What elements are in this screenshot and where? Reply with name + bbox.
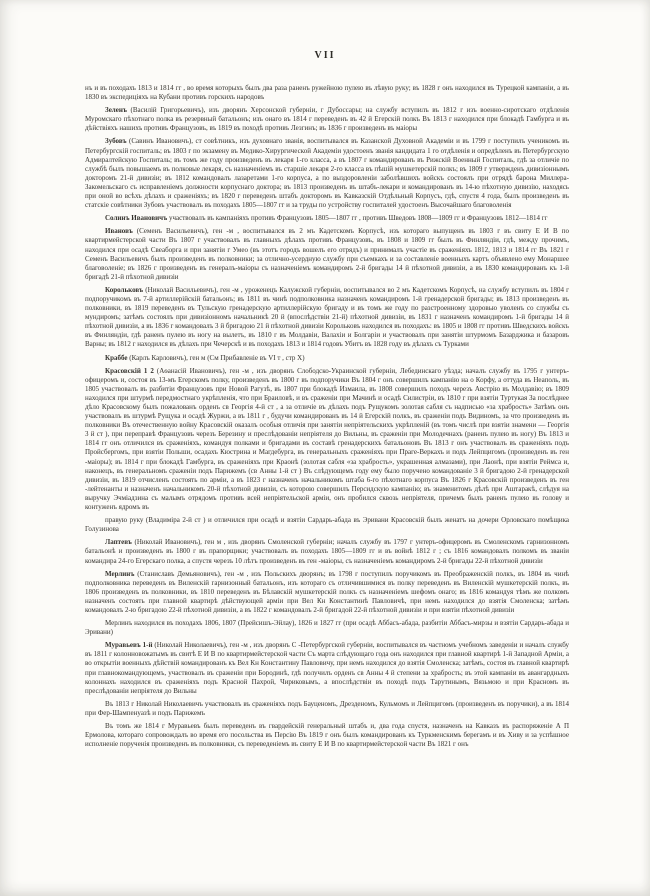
entry-name: Мерлинъ <box>105 569 135 578</box>
paragraph-entry <box>85 367 569 513</box>
paragraph-entry <box>85 106 569 133</box>
entry-text: правую руку (Владиміра 2-й ст ) и отличился при осадѣ и взятіи Сардарь-абада въ Эривани Красовскій былъ женатъ на дочери Орловскаго помѣщика Голузинова <box>85 516 569 534</box>
entry-text: участвовалъ въ кампаніяхъ противъ Французовъ 1805—1807 гг , противъ Шведовъ 1808—1809 гг и Французовъ 1812—1814 гг <box>167 214 548 223</box>
entry-name: Ивановъ <box>105 227 133 236</box>
entry-text: нъ и въ походахъ 1813 и 1814 гг , во время которыхъ былъ два раза раненъ ружейною пулею въ лѣвую руку; въ 1828 г онъ находился въ Турецкой кампаніи, а въ 1830 въ экспедиціяхъ на Кубани противъ горскихъ народовъ <box>85 84 569 102</box>
paragraph-entry <box>85 227 569 282</box>
entry-name: Зеленъ <box>105 106 127 115</box>
paragraph-continuation <box>85 516 569 534</box>
entry-text: (Карлъ Карловичъ), ген м (См Прибавленіе въ VI т , стр X) <box>127 353 305 362</box>
entry-text: (Аѳанасій Ивановичъ), ген -м , изъ дворянъ Слободско-Украинской губерніи, Лебединскаго уѣзда; началъ службу въ 1795 г унтеръ-офицеромъ и, состоя въ 13-мъ Егерскомъ полку, произведенъ въ 1800 г въ подпоручики Въ 1804 г онъ совершилъ кампанію на о Корфу, а оттуда въ Неаполь, въ 1805 участвовалъ въ разбитіи Французовъ при Новой Рагузѣ, въ 1807 при блокадѣ Измаила, въ 1808 совершилъ походъ черезъ Австрію въ Молдавію; въ 1809 находился при штурмѣ передмостнаго укрѣпленія, что при Браиловѣ, и въ сраженіи при Мачинѣ и осадѣ Силистріи, въ 1810 г при взятіи Туртукая За послѣднее дѣло Красовскому былъ пожалованъ орденъ св Георгія 4-й ст , а за отличіе въ дѣлахъ подъ Рущукомъ золотая сабля съ надписью «за храбрость» Затѣмъ онъ участвовалъ въ штурмѣ Рущука и осадѣ Журжи, а въ 1811 г , будучи командированъ въ 14 й Егерскій полкъ, въ сраженіи подъ Видиномъ, за что произведенъ въ полковники Въ отечественную войну Красовскій оказалъ особыя отличія при занятіи непріятельскихъ укрѣпленій (въ томъ числѣ при взятіи знамени — Георгія 3 й ст ), при переправѣ Французовъ черезъ Березину и преслѣдованіи непріятеля до Вильны, въ сраженіи при Молодечнахъ (раненъ пулею въ ногу) Въ 1813 и 1814 гг онъ отличился въ сраженіяхъ, командуя полками и бригадами въ составѣ гренадерскихъ батальоновъ Въ 1813 г онъ участвовалъ въ сраженіяхъ подъ Пройсбергомъ, при взятіи Польши, осадахъ Кюстрина и Магдебурга, въ генеральныхъ сраженіяхъ при Праге-Веркахъ и подъ Лейпцигомъ (произведенъ въ ген -маіоры); въ 1814 г при блокадѣ Гамбурга, въ сраженіяхъ при Краонѣ (золотая сабля «за храбрость», украшенная алмазами), при Лаонѣ, при взятіи Реймса и, наконецъ, въ генеральномъ сраженіи подъ Парижемъ (св Анны 1-й ст ) Въ слѣдующемъ году ему было поручено командованіе 3 й бригадою 2-й гренадерской дивизіи, въ 1819 отчисленъ состоять по арміи, а въ 1823 г назначенъ начальникомъ штаба 6-го пѣхотнаго корпуса Въ 1826 г Красовскій произведенъ въ ген -лейтенанты и назначенъ начальникомъ 20-й пѣхотной дивизіи, съ которою совершилъ Персидскую кампанію; въ знаменитомъ дѣлѣ при Аштаракѣ, слѣдуя на выручку Эчміадзина съ малымъ отрядомъ противъ всей непріятельской арміи, онъ пробился сквозь непріятеля, причемъ былъ раненъ пулею въ голову и контуженъ ядромъ въ <box>85 366 569 512</box>
entry-name: Муравьевъ 1-й <box>105 641 153 650</box>
paragraph-entry <box>85 570 569 615</box>
entry-name: Корольковъ <box>105 285 144 294</box>
entry-text: Въ 1813 г Николай Николаевичъ участвовалъ въ сраженіяхъ подъ Бауценомъ, Дрезденомъ, Кульмомъ и Лейпцигомъ (произведенъ въ поручики), а въ 1814 при Фер-Шампенуазѣ и подъ Парижемъ <box>85 699 569 717</box>
paragraph-entry <box>85 137 569 210</box>
paragraph-continuation <box>85 722 569 749</box>
entry-text: Мерлинъ находился въ походахъ 1806, 1807 (Прейсишъ-Эйлау), 1826 и 1827 гг (при осадѣ Аббасъ-абада, разбитіи Аббасъ-мирзы и взятіи Сардарь-абада и Эривани) <box>85 619 569 637</box>
entry-text: (Станиславъ Демьяновичъ), ген -м , изъ Польскихъ дворянъ; въ 1798 г поступилъ поручикомъ въ Преображенскій полкъ, въ 1804 въ чинѣ подполковника переведенъ въ Виленскій гарнизонный батальонъ, изъ котораго съ отличившимися въ полку переведенъ въ Виленскій мушкетерскій полкъ, въ 1806 произведенъ въ полковники, въ 1810 переведенъ въ Бѣлавскій мушкетерскій полкъ съ назначеніемъ шефомъ онаго; въ 1816 командуя тѣмъ же полкомъ назначенъ состоять при главной квартирѣ дѣйствующей арміи при Вел Кн Константинѣ Павловичѣ, при немъ находился до взятія Смоленска; затѣмъ командовалъ 2-ю бригадою 22-й пѣхотной дивизіи, а въ 1822 г командовалъ 2-й бригадой 22-й пѣхотной дивизіи и при взятіи пѣхотной дивизіи <box>85 569 569 614</box>
entry-text: Въ томъ же 1814 г Муравьевъ былъ переведенъ въ гвардейскій генеральный штабъ и, два года спустя, назначенъ на Кавказъ въ распоряженіе А П Ермолова, котораго сопровождалъ во время его посольства въ Персію Въ 1819 г онъ былъ командированъ къ Туркменскимъ берегамъ и въ Хиву и за успѣшное исполненіе порученія произведенъ въ полковники, съ переведеніемъ въ свиту Е И В по квартирмейстерской части Въ 1821 г онъ <box>85 722 569 749</box>
paragraph-entry <box>85 538 569 565</box>
paragraph-continuation <box>85 84 569 102</box>
entry-text: (Василій Григорьевичъ), изъ дворянъ Херсонской губерніи, г Дубоссары; на службу вступилъ въ 1812 г изъ военно-сиротскаго отдѣленія Муромскаго пѣхотнаго полка въ резервный батальонъ; изъ онаго въ 1814 г переведенъ въ 42 й Егерскій полкъ Въ 1813 г находился при блокадѣ Гамбурга и въ дѣйствіяхъ нашихъ противъ Французовъ, въ 1819 въ походѣ противъ Лезгинъ; въ 1836 г произведенъ въ маіоры <box>85 106 569 133</box>
entry-text: (Савинъ Ивановичъ), ст совѣтникъ, изъ духовнаго званія, воспитывался въ Казанской Духовной Академіи и въ 1799 г поступилъ ученикомъ въ Петербургскій госпиталь; въ 1803 г по экзамену въ Медико-Хирургической Академіи удостоенъ званія кандидата 1 го отдѣленія и опредѣленъ въ Петербургскую Адмиралтейскую Госпиталь; въ томъ же году произведенъ въ лекаря 1-го класса, а въ 1807 г командированъ въ Рижскій Военный Госпиталь, гдѣ за отличіе по службѣ былъ повышаемъ въ полковые лекаря, съ назначеніемъ въ старшіе лекаря 2-го класса въ пѣшій мушкетерскій полкъ; въ 1809 г утвержденъ дивизіоннымъ докторомъ 21-й дивизіи; въ 1812 командовалъ лазаретами 1-го корпуса, а по выздоровленіи заболѣвшихъ войскъ состоялъ при отрядѣ барона Миллера-Закомельскаго съ исправленіемъ должности корпуснаго доктора; въ 1813 произведенъ въ штабъ-лекари и командированъ въ 14-ю пѣхотную дивизію, находясь при оной во всѣхъ дѣлахъ и сраженіяхъ; въ 1820 г переведенъ штабъ докторомъ въ Кавказскій Отдѣльный Корпусъ, гдѣ, спустя 4 года, былъ произведенъ въ статскіе совѣтники Зубовъ участвовалъ въ походахъ 1805—1807 гг и за труды по устройству госпиталей удостоенъ Высочайшаго благоволенія <box>85 137 569 210</box>
paragraph-entry <box>85 286 569 350</box>
entry-text: (Николай Васильевичъ), ген -м , уроженецъ Калужской губерніи, воспитывался во 2 мъ Кадетскомъ Корпусѣ, на службу вступилъ въ 1804 г подпоручикомъ въ 7-й артиллерійскій батальонъ; въ 1811 въ чинѣ подполковника назначенъ командиромъ 1-й гренадерской бригады; въ 1813 произведенъ въ полковники, въ 1819 переведенъ въ Тульскую гренадерскую артиллерійскую бригаду и въ томъ же году по разстроенному здоровью уволенъ со службы съ мундиромъ; затѣмъ состоялъ при дивизіонномъ начальникѣ 20 й (впослѣдствіи 21-й) пѣхотной дивизіи, въ 1831 г назначенъ командиромъ 1-й бригады 14 й пѣхотной дивизіи, а въ 1836 г командовалъ 3 й бригадою 21 й пѣхотной дивизіи Корольковъ находился въ походахъ: въ 1805 и 1808 гг противъ Шведскихъ войскъ въ Финляндіи, гдѣ раненъ пулею въ ногу на вылетъ, въ 1810 г въ Молдавіи, Валахіи и Болгаріи и участвовалъ при занятіи штурмомъ Базарджика и базаровъ Варны; въ 1812 г находился въ дѣлахъ при Чечерскѣ и въ походахъ 1813 и 1814 годовъ Убитъ въ 1828 году въ дѣлахъ съ Турками <box>85 285 569 349</box>
entry-name: Солинъ Ивановичъ <box>105 214 168 223</box>
paragraph-entry <box>85 641 569 696</box>
entry-text: (Николай Ивановичъ), ген м , изъ дворянъ Смоленской губерніи; началъ службу въ 1797 г унтеръ-офицеромъ въ Смоленскомъ гарнизонномъ батальонѣ и произведенъ въ 1800 г въ прапорщики; участвовалъ въ походахъ 1805—1809 гг и въ войнѣ 1812 г ; съ 1816 командовалъ полкомъ въ званіи командира 24-го Егерскаго полка, а спустя черезъ 10 лѣтъ произведенъ въ ген -маіоры, съ назначеніемъ командиромъ 2-й бригады 22-й пѣхотной дивизіи <box>85 538 569 565</box>
entry-name: Краббе <box>105 353 128 362</box>
paragraph-continuation <box>85 619 569 637</box>
paragraph-continuation <box>85 700 569 718</box>
entry-text: (Семенъ Васильевичъ), ген -м , воспитывался въ 2 мъ Кадетскомъ Корпусѣ, изъ котораго выпущенъ въ 1803 г въ свиту Е И В по квартирмейстерской части Въ 1807 г участвовалъ въ главныхъ дѣлахъ противъ Французовъ, въ 1808 и 1809 гг былъ въ Финляндіи, гдѣ, между прочимъ, находился при осадѣ Свеаборга и при занятіи г Умео (въ этотъ городъ вошелъ его отрядъ) и принималъ участіе въ сраженіяхъ 1812, 1813 и 1814 гг Въ 1821 г Семенъ Васильевичъ былъ произведенъ въ полковники; за отлично-усердную службу при съемкахъ и за составленіе военныхъ картъ объявлено ему Монаршее благоволеніе; въ 1826 г произведенъ въ генералъ-маіоры съ назначеніемъ командиромъ 2-й бригады 14 й пѣхотной дивизіи, а въ 1830 командированъ къ 1-й бригадѣ 21-й пѣхотной дивизіи <box>85 227 569 281</box>
entry-name: Зубовъ <box>105 137 127 146</box>
paragraph-entry <box>85 214 569 223</box>
paragraph-entry <box>85 354 569 363</box>
page-text <box>85 84 569 753</box>
page-number: VII <box>314 50 336 61</box>
entry-name: Лаптевъ <box>105 538 132 547</box>
entry-text: (Николай Николаевичъ), ген -м , изъ дворянъ С -Петербургской губерніи, воспитывался въ частномъ учебномъ заведеніи и началъ службу въ 1811 г колонновожатымъ въ свитѣ Е И В по квартирмейстерской части Съ марта слѣдующаго года онъ находился при главной квартирѣ 1-й Западной Арміи, а во открытіи военныхъ дѣйствій командированъ къ Вел Кн Константину Павловичу, при немъ находился до взятія Смоленска; затѣмъ, состоя въ главной квартирѣ при главнокомандующемъ, участвовалъ въ сраженіи при Бородинѣ, гдѣ получилъ орденъ св Анны 4 й степени за храбрость; въ этой кампаніи въ авангардныхъ колоннахъ находился въ сраженіяхъ подъ Красной Пахрой, Чириковымъ, а впослѣдствіи въ походѣ подъ Тарутинымъ, Вязьмою и при Красномъ въ преслѣдованіи непріятеля до Вильны <box>85 641 569 695</box>
entry-name: Красовскій 1 2 <box>105 366 154 375</box>
